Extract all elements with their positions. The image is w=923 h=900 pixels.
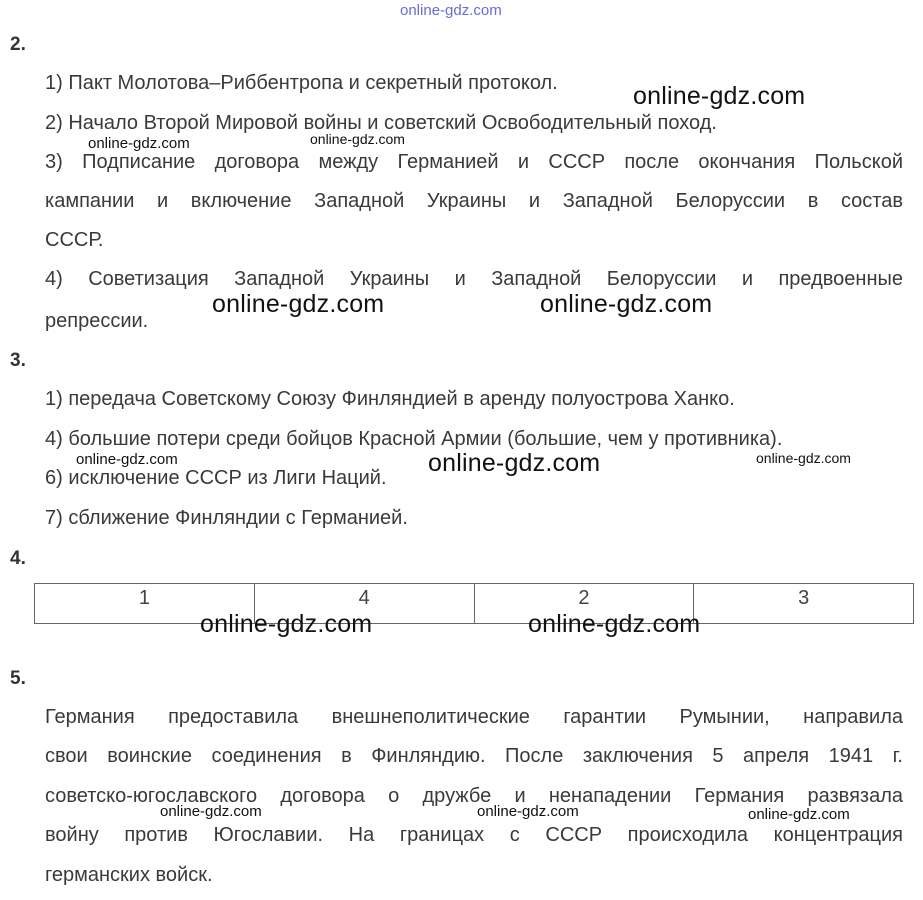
section-5-line-4: войну против Югославии. На границах с СССР происходила концентрация [45,824,903,846]
watermark-2: online-gdz.com [88,135,190,152]
watermark-9: online-gdz.com [200,610,373,638]
section-4-number: 4. [10,548,26,569]
section-2-line-3: 3) Подписание договора между Германией и СССР после окончания Польской [45,151,903,173]
section-2-line-6: 4) Советизация Западной Украины и Западной Белоруссии и предвоенные [45,268,903,290]
watermark-1: online-gdz.com [633,82,806,110]
watermark-12: online-gdz.com [477,803,579,820]
watermark-6: online-gdz.com [76,451,178,468]
watermark-5: online-gdz.com [540,290,713,318]
watermark-top: online-gdz.com [400,2,502,19]
section-3-line-4: 7) сближение Финляндии с Германией. [45,507,408,529]
section-2-line-4: кампании и включение Западной Украины и Западной Белоруссии в состав [45,190,903,212]
section-3-line-3: 6) исключение СССР из Лиги Наций. [45,467,387,489]
section-5-line-2: свои воинские соединения в Финляндию. После заключения 5 апреля 1941 г. [45,745,903,767]
section-5-line-3: советско-югославского договора о дружбе и ненападении Германия развязала [45,785,903,807]
watermark-4: online-gdz.com [212,290,385,318]
section-5-line-1: Германия предоставила внешнеполитические гарантии Румынии, направила [45,706,903,728]
section-2-number: 2. [10,34,26,55]
section-5-number: 5. [10,668,26,689]
answer-cell-1: 1 [35,584,255,624]
section-2-line-1: 1) Пакт Молотова–Риббентропа и секретный протокол. [45,72,558,94]
section-3-line-2: 4) большие потери среди бойцов Красной Армии (большие, чем у противника). [45,428,783,450]
section-3-line-1: 1) передача Советскому Союзу Финляндией в аренду полуострова Ханко. [45,388,735,410]
answer-cell-4: 3 [694,584,914,624]
watermark-3: online-gdz.com [310,131,405,147]
section-5-line-5: германских войск. [45,864,213,886]
watermark-8: online-gdz.com [756,450,851,466]
watermark-13: online-gdz.com [748,806,850,823]
watermark-11: online-gdz.com [160,803,262,820]
answer-table [34,583,914,624]
section-2-line-2: 2) Начало Второй Мировой войны и советский Освободительный поход. [45,112,717,134]
watermark-7: online-gdz.com [428,449,601,477]
watermark-10: online-gdz.com [528,610,701,638]
answer-cell-2: 4 [254,584,474,624]
section-2-line-5: СССР. [45,229,104,251]
section-3-number: 3. [10,350,26,371]
section-2-line-7: репрессии. [45,310,149,332]
answer-cell-3: 2 [474,584,694,624]
